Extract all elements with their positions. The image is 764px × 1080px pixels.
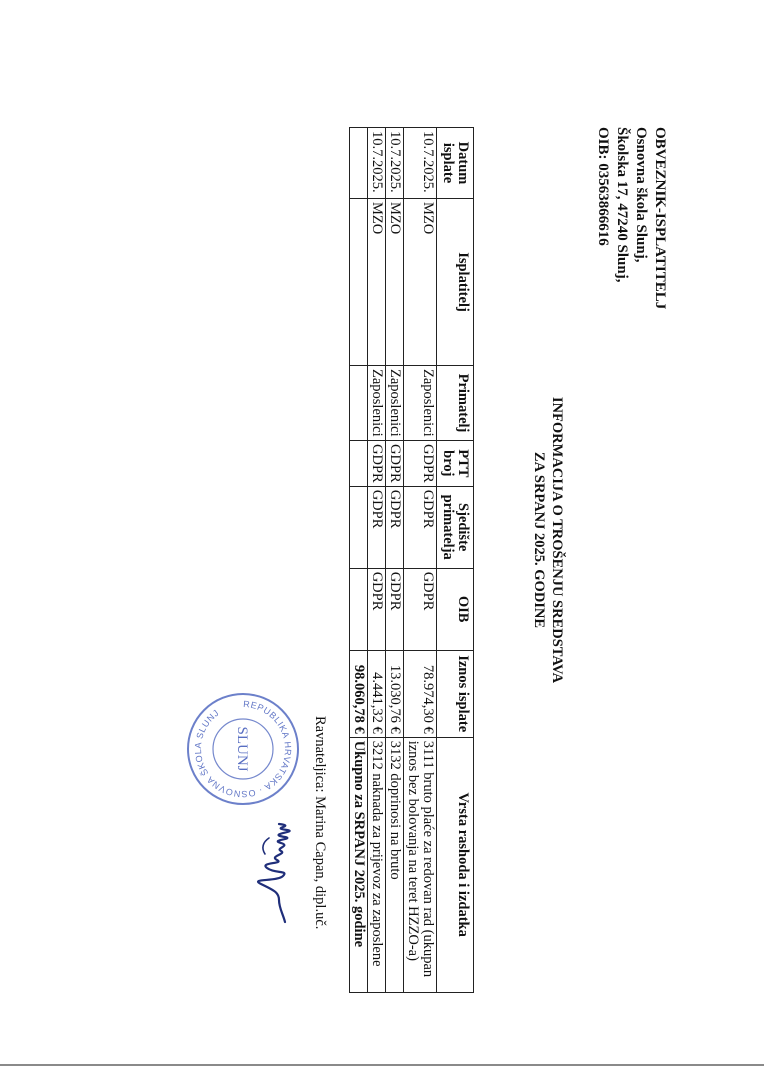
issuer-school-name: Osnovna škola Slunj, [633,127,649,263]
document-title [530,340,566,740]
header-date: Datum isplate [437,128,474,199]
signatory-line: Ravnateljica: Marina Capan, dipl.uč. [312,716,328,930]
cell-amount: 78.974,30 € [404,650,437,737]
header-recipient: Primatelj [437,366,474,441]
header-oib: OIB [437,568,474,650]
cell-amount: 4.441,32 € [368,650,386,737]
table-row [386,128,404,993]
cell-expense-type: 3132 doprinosi na bruto [386,737,404,992]
table-total-row [350,128,368,993]
issuer-heading: OBVEZNIK-ISPLATITELJ [652,127,668,310]
cell-empty [350,199,368,366]
stamp-seal-icon [184,690,302,808]
cell-payer: MZO [368,199,386,366]
cell-oib: GDPR [386,568,404,650]
cell-expense-type: 3212 naknada za prijevoz za zaposlene [368,737,386,992]
title-line-1: INFORMACIJA O TROŠENJU SREDSTAVA [549,396,565,684]
cell-empty [350,568,368,650]
cell-ptt: GDPR [404,441,437,487]
cell-empty [350,366,368,441]
cell-recipient: Zaposlenici [386,366,404,441]
cell-seat: GDPR [386,486,404,568]
table-row [404,128,437,993]
cell-payer: MZO [386,199,404,366]
cell-seat: GDPR [404,486,437,568]
cell-ptt: GDPR [386,441,404,487]
cell-empty [350,486,368,568]
cell-amount: 13.030,76 € [386,650,404,737]
cell-expense-type: 3111 bruto plaće za redovan rad (ukupan iznos bez bolovanja na teret HZZO-a) [404,737,437,992]
table-header-row [437,128,474,993]
total-amount: 98.060,78 € [350,650,368,737]
cell-oib: GDPR [368,568,386,650]
header-seat: Sjedište primatelja [437,486,474,568]
cell-date: 10.7.2025. [386,128,404,199]
title-line-2: ZA SRPANJ 2025. GODINE [531,451,547,629]
issuer-block [593,127,669,309]
header-amount: Iznos isplate [437,650,474,737]
expense-table [349,127,474,993]
signature-icon [239,818,309,928]
page-edge-line [0,1064,764,1066]
issuer-oib: OIB: 03563866616 [595,127,611,246]
stamp-ring-text: REPUBLIKA HRVATSKA · OSNOVNA ŠKOLA SLUNJ [192,698,294,800]
header-payer: Isplatitelj [437,199,474,366]
cell-date: 10.7.2025. [404,128,437,199]
cell-recipient: Zaposlenici [404,366,437,441]
school-stamp [179,690,302,808]
cell-payer: MZO [404,199,437,366]
total-label: Ukupno za SRPANJ 2025. godine [350,737,368,992]
header-ptt: PTT broj [437,441,474,487]
cell-recipient: Zaposlenici [368,366,386,441]
cell-date: 10.7.2025. [368,128,386,199]
handwritten-signature [234,818,309,928]
cell-oib: GDPR [404,568,437,650]
cell-empty [350,128,368,199]
table-row [368,128,386,993]
issuer-address: Školska 17, 47240 Slunj, [614,127,630,283]
cell-empty [350,441,368,487]
header-expense-type: Vrsta rashoda i izdatka [437,737,474,992]
stamp-center-text: SLUNJ [234,726,250,772]
cell-seat: GDPR [368,486,386,568]
cell-ptt: GDPR [368,441,386,487]
